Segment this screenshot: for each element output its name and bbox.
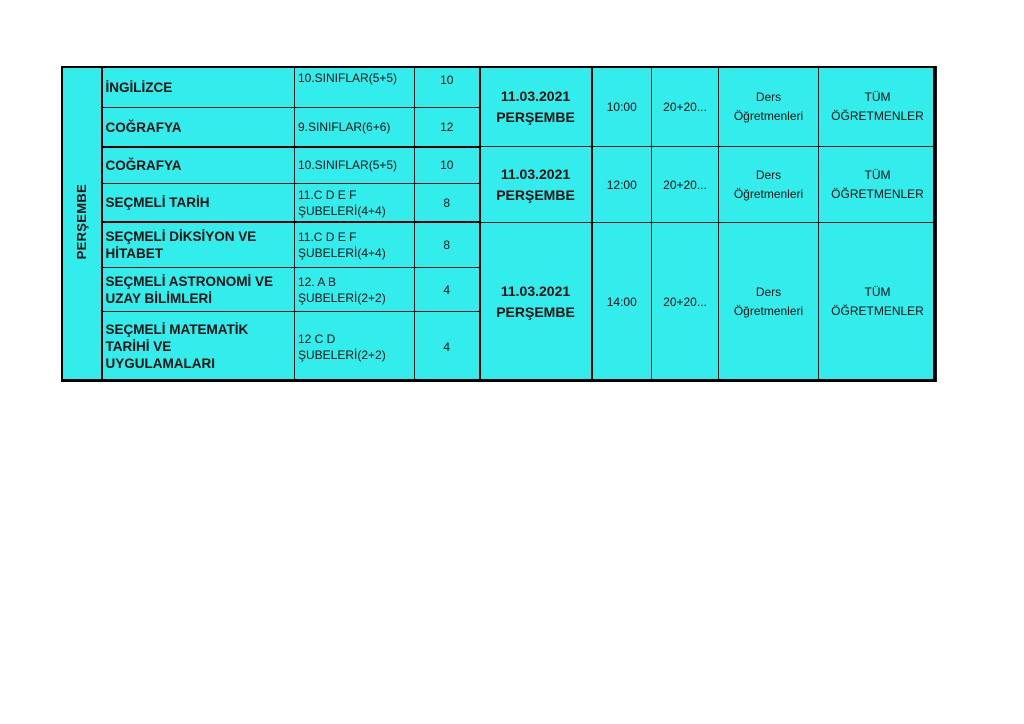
time-cell: 12:00 [592, 147, 652, 222]
lesson-cell: SEÇMELİ MATEMATİK TARİHİ VE UYGULAMALARI [102, 312, 295, 382]
classes-cell: 10.SINIFLAR(5+5) [295, 147, 415, 183]
count-cell: 12 [415, 108, 480, 147]
count-cell: 4 [415, 268, 480, 312]
lesson-cell: SEÇMELİ ASTRONOMİ VE UZAY BİLİMLERİ [102, 268, 295, 312]
lesson-cell: COĞRAFYA [102, 108, 295, 147]
date-cell: 11.03.2021 PERŞEMBE [480, 147, 592, 222]
lesson-cell: SEÇMELİ DİKSİYON VE HİTABET [102, 222, 295, 267]
teacher-cell: Ders Öğretmenleri [719, 222, 819, 381]
date-cell: 11.03.2021 PERŞEMBE [480, 222, 592, 381]
lesson-cell: SEÇMELİ TARİH [102, 183, 295, 222]
count-cell: 8 [415, 222, 480, 267]
day-label: PERŞEMBE [73, 183, 89, 260]
time-cell: 10:00 [592, 67, 652, 147]
classes-cell: 12. A B ŞUBELERİ(2+2) [295, 268, 415, 312]
lesson-cell: COĞRAFYA [102, 147, 295, 183]
duration-cell: 20+20... [652, 147, 719, 222]
classes-cell: 11.C D E F ŞUBELERİ(4+4) [295, 222, 415, 267]
classes-cell: 9.SINIFLAR(6+6) [295, 108, 415, 147]
count-cell: 10 [415, 147, 480, 183]
observer-cell: TÜM ÖĞRETMENLER [819, 222, 937, 381]
lesson-cell: İNGİLİZCE [102, 67, 295, 108]
table-outer-border [61, 66, 936, 382]
time-cell: 14:00 [592, 222, 652, 381]
observer-cell: TÜM ÖĞRETMENLER [819, 67, 937, 147]
count-cell: 8 [415, 183, 480, 222]
classes-cell: 10.SINIFLAR(5+5) [295, 67, 415, 108]
duration-cell: 20+20... [652, 67, 719, 147]
teacher-cell: Ders Öğretmenleri [719, 147, 819, 222]
count-cell: 4 [415, 312, 480, 382]
duration-cell: 20+20... [652, 222, 719, 381]
date-cell: 11.03.2021 PERŞEMBE [480, 67, 592, 147]
classes-cell: 12 C D ŞUBELERİ(2+2) [295, 312, 415, 382]
classes-cell: 11.C D E F ŞUBELERİ(4+4) [295, 183, 415, 222]
observer-cell: TÜM ÖĞRETMENLER [819, 147, 937, 222]
teacher-cell: Ders Öğretmenleri [719, 67, 819, 147]
count-cell: 10 [415, 67, 480, 108]
